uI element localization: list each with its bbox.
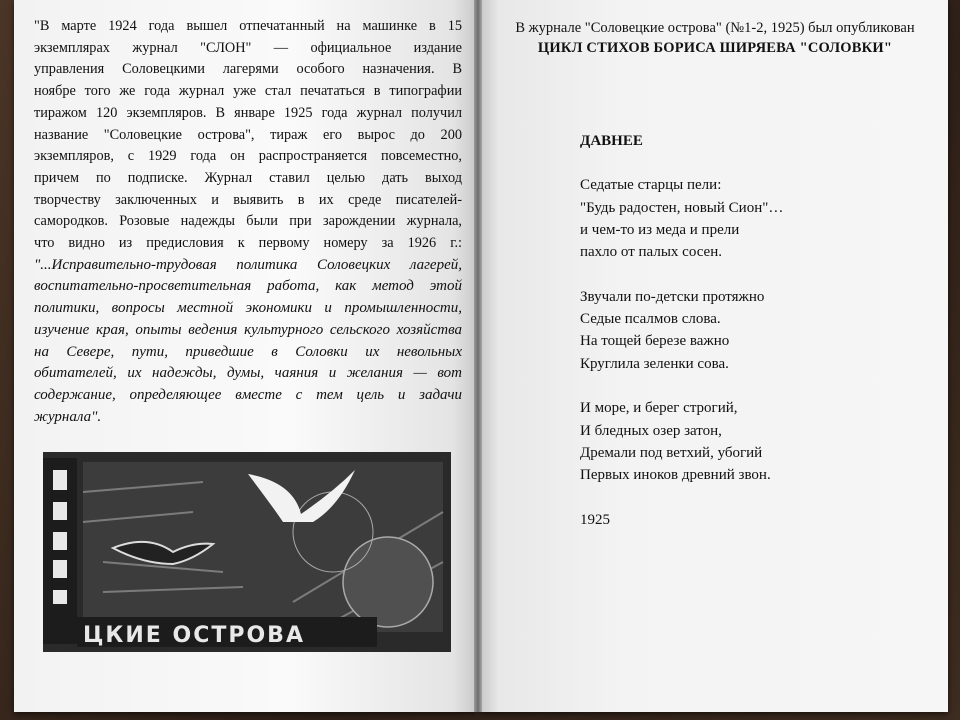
- poem-stanza: [580, 174, 783, 263]
- poem: [580, 130, 783, 531]
- quote-line: журнала".: [34, 408, 102, 425]
- poem-stanza: [580, 397, 783, 486]
- article-line: экземпляров, с 1929 года он распространяется повсеместно,: [34, 148, 462, 165]
- poem-line: и чем-то из меда и прели: [580, 221, 740, 238]
- poem-line: Дремали под ветхий, убогий: [580, 444, 763, 461]
- article-line: самородков. Розовые надежды были при зарождении журнала,: [34, 213, 462, 230]
- poem-line: На тощей березе важно: [580, 333, 730, 350]
- article-line: творчеству заключенных и выявить в их среде писателей-: [34, 191, 462, 208]
- poem-line: Седатые старцы пели:: [580, 177, 722, 194]
- article-line: название "Соловецкие острова", тираж его вырос до 200: [34, 126, 462, 143]
- quote-line: воспитательно-просветительная работа, как метод этой: [34, 278, 462, 295]
- journal-cover-illustration: [43, 452, 451, 652]
- quote-line: "...Исправительно-трудовая политика Соловецких лагерей,: [34, 256, 462, 273]
- article-line: что видно из предисловия к первому номеру за 1926 г.:: [34, 235, 462, 252]
- poem-stanza: [580, 286, 783, 375]
- poem-line: Круглила зеленки сова.: [580, 355, 729, 372]
- poem-line: Первых иноков древний звон.: [580, 467, 771, 484]
- header-cycle-title: ЦИКЛ СТИХОВ БОРИСА ШИРЯЕВА "СОЛОВКИ": [537, 40, 893, 56]
- quote-line: изучение края, опыты ведения культурного сельского хозяйства: [34, 321, 462, 338]
- illustration-lettering: ЦКИЕ ОСТРОВА: [83, 623, 305, 648]
- article-line: причем по подписке. Журнал ставил целью дать выход: [34, 169, 462, 186]
- poem-line: Седые псалмов слова.: [580, 311, 721, 328]
- article-line: экземплярах журнал "СЛОН" — официальное издание: [34, 39, 462, 56]
- article-line: "В марте 1924 года вышел отпечатанный на машинке в 15: [34, 18, 462, 34]
- quote-line: обитателей, их надежды, думы, чаяния и желания — вот: [34, 365, 462, 382]
- article-line: тиражом 120 экземпляров. В январе 1925 года журнал получил: [34, 104, 462, 121]
- article-line: ноябре того же года журнал уже стал печататься в типографии: [34, 83, 462, 100]
- poem-line: И море, и берег строгий,: [580, 400, 738, 417]
- poem-year: 1925: [580, 511, 610, 528]
- poem-line: "Будь радостен, новый Сион"…: [580, 199, 784, 216]
- right-page-header: [490, 18, 940, 58]
- book-spine: [474, 0, 482, 712]
- header-intro: В журнале "Соловецкие острова" (№1-2, 1925) был опубликован: [515, 20, 915, 36]
- quote-line: содержание, определяющее вместе с тем цель и задачи: [34, 386, 462, 403]
- article-text: [34, 16, 462, 428]
- article-line: управления Соловецкими лагерями особого назначения. В: [34, 61, 462, 78]
- poem-title: ДАВНЕЕ: [580, 133, 643, 149]
- poem-line: И бледных озер затон,: [580, 422, 722, 439]
- poem-line: Звучали по-детски протяжно: [580, 288, 765, 305]
- poem-line: пахло от палых сосен.: [580, 244, 722, 261]
- quote-line: на Севере, пути, приведшие в Соловки их невольных: [34, 343, 462, 360]
- quote-line: политики, вопросы местной экономики и промышленности,: [34, 300, 462, 317]
